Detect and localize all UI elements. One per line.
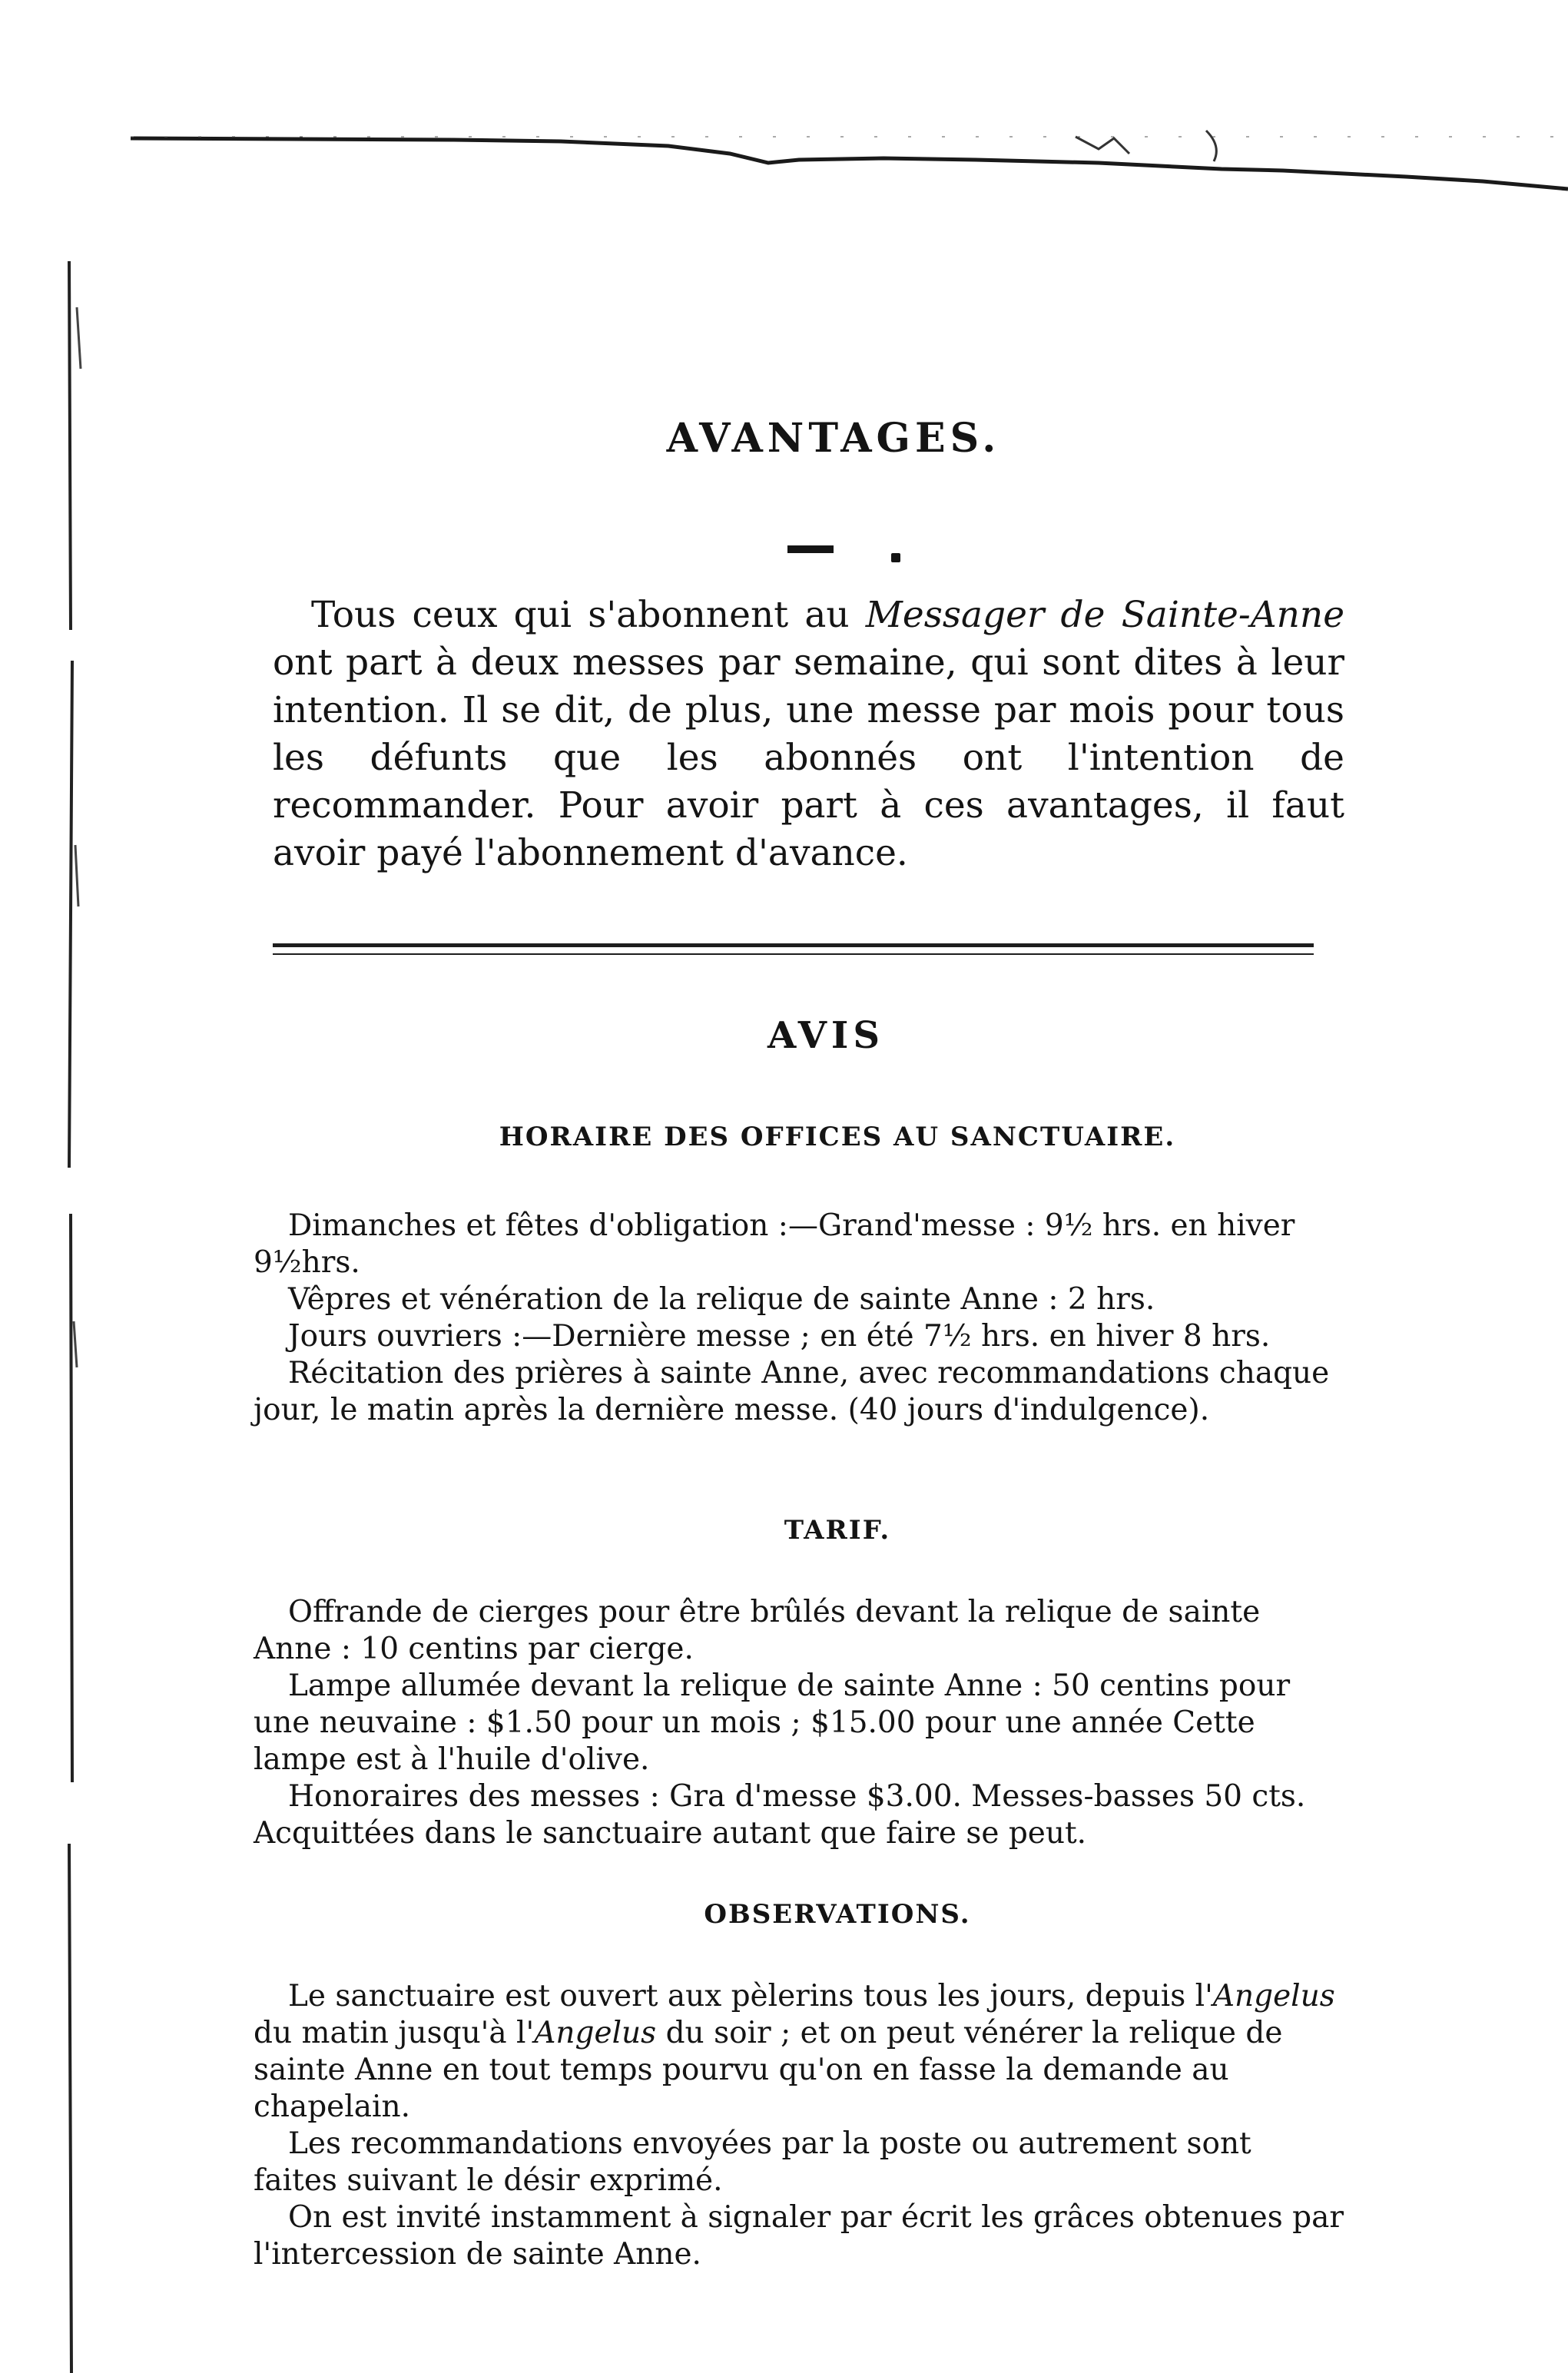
angelus-word: Angelus bbox=[1212, 1979, 1335, 2013]
messager-title: Messager de Sainte-Anne bbox=[865, 594, 1345, 636]
section-divider bbox=[273, 943, 1314, 955]
horaire-line: Jours ouvriers :—Dernière messe ; en été 7½ hrs. en hiver 8 hrs. bbox=[288, 1319, 1271, 1354]
page-content bbox=[242, 415, 1348, 2272]
avantages-text-2: ont part à deux messes par semaine, qui sont dites à leur intention. Il se dit, de plus, une messe par mois pour tous les défunts que les abonnés ont l'intention de recommander. Pour avoir part à ces avantages, il faut avoir payé l'abonnement d'avance. bbox=[273, 641, 1344, 874]
avis-title: AVIS bbox=[767, 1014, 885, 1057]
horaire-title: HORAIRE DES OFFICES AU SANCTUAIRE. bbox=[499, 1122, 1176, 1152]
tarif-line: Honoraires des messes : Gra d'messe $3.00. Messes-basses 50 cts. Acquittées dans le sanctuaire autant que faire se peut. bbox=[254, 1779, 1306, 1851]
horaire-line: Dimanches et fêtes d'obligation :—Grand'messe : 9½ hrs. en hiver 9½hrs. bbox=[254, 1208, 1295, 1280]
observation-line: On est invité instamment à signaler par écrit les grâces obtenues par l'intercession de sainte Anne. bbox=[254, 2200, 1344, 2272]
horaire-line: Récitation des prières à sainte Anne, avec recommandations chaque jour, le matin après la dernière messe. (40 jours d'indulgence). bbox=[254, 1356, 1330, 1427]
tarif-title: TARIF. bbox=[784, 1515, 891, 1546]
tarif-block bbox=[254, 1594, 1344, 1852]
tarif-line: Offrande de cierges pour être brûlés devant la relique de sainte Anne : 10 centins par cierge. bbox=[254, 1595, 1261, 1666]
ornament-dot bbox=[891, 553, 900, 562]
horaire-line: Vêpres et vénération de la relique de sainte Anne : 2 hrs. bbox=[288, 1282, 1155, 1317]
binding-margin-marks bbox=[46, 169, 108, 2373]
tarif-line: Lampe allumée devant la relique de sainte Anne : 50 centins pour une neuvaine : $1.50 pour un mois ; $15.00 pour une année Cette lampe est à l'huile d'olive. bbox=[254, 1669, 1291, 1777]
angelus-word: Angelus bbox=[534, 2016, 657, 2050]
obs-text-1: Le sanctuaire est ouvert aux pèlerins tous les jours, depuis l' bbox=[288, 1979, 1213, 2013]
horaire-block bbox=[254, 1208, 1344, 1429]
divider-thick bbox=[273, 943, 1314, 947]
avantages-text-1: Tous ceux qui s'abonnent au bbox=[311, 594, 866, 636]
observation-line bbox=[254, 1978, 1344, 2126]
avantages-paragraph bbox=[273, 592, 1344, 877]
ornament-dash bbox=[787, 545, 834, 553]
observation-line: Les recommandations envoyées par la poste ou autrement sont faites suivant le désir exprimé. bbox=[254, 2126, 1251, 2198]
observations-title: OBSERVATIONS. bbox=[704, 1899, 971, 1930]
divider-thin bbox=[273, 953, 1314, 955]
observations-block bbox=[254, 1978, 1344, 2273]
obs-text-3: du soir ; et on peut vénérer la relique de sainte Anne en tout temps pourvu qu'on en fasse la demande au chapelain. bbox=[254, 2016, 1283, 2124]
obs-text-2: du matin jusqu'à l' bbox=[254, 2016, 535, 2050]
avantages-title: AVANTAGES. bbox=[666, 415, 1001, 462]
torn-page-edge bbox=[131, 115, 1568, 207]
